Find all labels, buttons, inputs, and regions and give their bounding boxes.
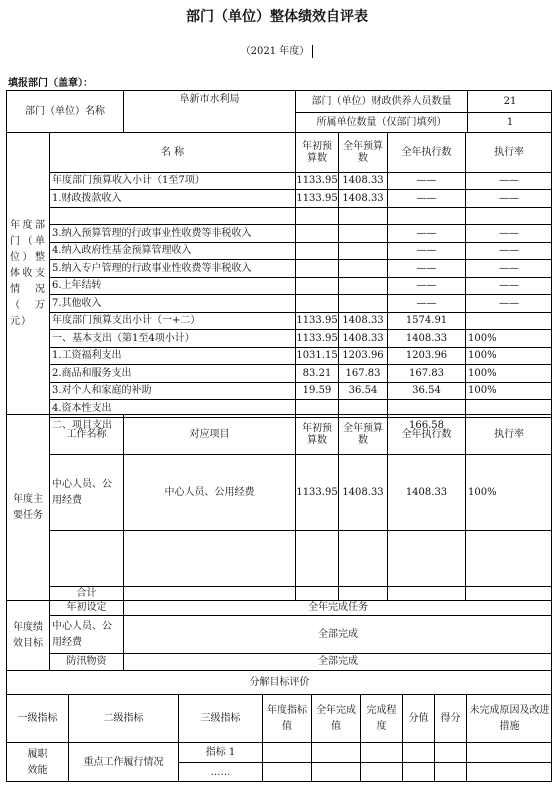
- budget-row-initial: 1133.95: [295, 329, 338, 347]
- task-blank-item: [123, 530, 295, 586]
- task-initial-cell: 1133.95: [295, 454, 338, 530]
- budget-row-initial: [295, 259, 338, 277]
- task-total-initial: [295, 586, 338, 600]
- col-full-header: 全年预算数: [338, 132, 387, 172]
- goal-row-name: 中心人员、公用经费: [49, 615, 123, 653]
- budget-row-rate: 100%: [465, 329, 552, 347]
- budget-row-initial: [295, 277, 338, 294]
- budget-row-exec: ——: [387, 224, 465, 242]
- eval-cell: [434, 742, 466, 762]
- task-total-full: [338, 586, 387, 600]
- budget-row-full: 1203.96: [338, 347, 387, 364]
- budget-row-initial: 1133.95: [295, 312, 338, 329]
- task-name-cell: 中心人员、公用经费: [49, 454, 123, 530]
- eval-cell: [402, 762, 434, 782]
- budget-row-rate: 100%: [465, 364, 552, 382]
- eval-col-score-value: 分值: [402, 694, 434, 742]
- budget-row-exec: 36.54: [387, 382, 465, 399]
- budget-row-exec: ——: [387, 189, 465, 207]
- task-col-rate: 执行率: [465, 414, 552, 454]
- budget-row-full: [338, 224, 387, 242]
- eval-cell: [311, 742, 360, 762]
- budget-row-initial: 1031.15: [295, 347, 338, 364]
- budget-row-initial: 83.21: [295, 364, 338, 382]
- goal-col-full: 全年完成任务: [123, 600, 552, 615]
- budget-row-name: 1.工资福利支出: [49, 347, 295, 364]
- budget-row-initial: 1133.95: [295, 172, 338, 189]
- dept-name-value: 阜新市水利局: [123, 90, 295, 110]
- task-col-item: 对应项目: [123, 414, 295, 454]
- budget-row-exec: 1203.96: [387, 347, 465, 364]
- budget-row-full: [338, 294, 387, 312]
- budget-row-rate: ——: [465, 172, 552, 189]
- eval-col-level1: 一级指标: [6, 694, 68, 742]
- budget-row-full: 167.83: [338, 364, 387, 382]
- budget-row-exec: ——: [387, 259, 465, 277]
- report-year-text: （2021 年度）: [240, 46, 310, 57]
- task-full-cell: 1408.33: [338, 454, 387, 530]
- budget-row-full: 1408.33: [338, 189, 387, 207]
- goal-row-value: 全部完成: [123, 653, 552, 670]
- task-blank-full: [338, 530, 387, 586]
- budget-row-initial: 19.59: [295, 382, 338, 399]
- budget-row-full: [338, 277, 387, 294]
- text-cursor: [312, 45, 313, 58]
- task-item-cell: 中心人员、公用经费: [123, 454, 295, 530]
- task-total-exec: [387, 586, 465, 600]
- budget-row-name: 二、项目支出: [49, 417, 295, 434]
- budget-row-exec: 1574.91: [387, 312, 465, 329]
- staff-count-value: 21: [467, 90, 552, 112]
- goal-row-value: 全部完成: [123, 615, 552, 653]
- budget-row-name: 4.纳入政府性基金预算管理收入: [49, 242, 295, 259]
- budget-row-name: 1.财政拨款收入: [49, 189, 295, 207]
- task-col-exec: 全年执行数: [387, 414, 465, 454]
- task-blank-rate: [465, 530, 552, 586]
- budget-row-exec: ——: [387, 172, 465, 189]
- budget-row-name: 4.资本性支出: [49, 399, 295, 417]
- eval-col-annual: 年度指标值: [262, 694, 311, 742]
- budget-row-rate: [465, 207, 552, 224]
- task-total-item: [123, 586, 295, 600]
- budget-row-name: 2.商品和服务支出: [49, 364, 295, 382]
- budget-row-full: [338, 242, 387, 259]
- budget-row-name: 3.纳入预算管理的行政事业性收费等非税收入: [49, 224, 295, 242]
- eval-header: 分解目标评价: [6, 670, 552, 694]
- col-exec-header: 全年执行数: [387, 132, 465, 172]
- budget-row-exec: ——: [387, 294, 465, 312]
- budget-row-full: 36.54: [338, 382, 387, 399]
- budget-row-full: [338, 259, 387, 277]
- eval-level3-a: 指标 1: [178, 742, 262, 762]
- dept-name-label: 部门（单位）名称: [6, 90, 123, 132]
- budget-row-name: 7.其他收入: [49, 294, 295, 312]
- eval-cell: [262, 742, 311, 762]
- dept-name-value-empty: [123, 110, 295, 132]
- task-section-label: 年度主要任务: [6, 414, 49, 600]
- task-total-label: 合计: [49, 586, 123, 600]
- eval-col-level2: 二级指标: [68, 694, 178, 742]
- task-blank-exec: [387, 530, 465, 586]
- eval-cell: [466, 762, 552, 782]
- budget-row-name: 年度部门预算收入小计（1至7项）: [49, 172, 295, 189]
- budget-row-exec: 1408.33: [387, 329, 465, 347]
- budget-row-exec: 167.83: [387, 364, 465, 382]
- eval-col-actual: 全年完成值: [311, 694, 360, 742]
- task-col-name: 工作名称: [49, 414, 123, 454]
- task-blank-initial: [295, 530, 338, 586]
- col-name-header: 名 称: [49, 132, 295, 172]
- budget-row-exec: [387, 207, 465, 224]
- budget-row-name: 3.对个人和家庭的补助: [49, 382, 295, 399]
- budget-row-name: 年度部门预算支出小计（一+二）: [49, 312, 295, 329]
- staff-count-label: 部门（单位）财政供养人员数量: [295, 90, 467, 112]
- eval-col-reason: 未完成原因及改进措施: [466, 694, 552, 742]
- goal-section-label: 年度绩效目标: [6, 600, 49, 670]
- budget-row-rate: 100%: [465, 347, 552, 364]
- budget-row-exec: ——: [387, 277, 465, 294]
- task-total-rate: [465, 586, 552, 600]
- col-initial-header: 年初预算数: [295, 132, 338, 172]
- budget-row-rate: [465, 312, 552, 329]
- col-rate-header: 执行率: [465, 132, 552, 172]
- budget-row-name: 5.纳入专户管理的行政事业性收费等非税收入: [49, 259, 295, 277]
- budget-row-rate: ——: [465, 277, 552, 294]
- filling-unit-label: 填报部门（盖章）：: [8, 78, 93, 89]
- eval-level1-value: 履职效能: [6, 742, 68, 782]
- subunit-count-label: 所属单位数量（仅部门填列）: [295, 112, 467, 132]
- task-col-initial: 年初预算数: [295, 414, 338, 454]
- eval-cell: [360, 762, 402, 782]
- budget-row-exec: ——: [387, 242, 465, 259]
- budget-row-initial: [295, 207, 338, 224]
- page-title: 部门（单位）整体绩效自评表: [186, 9, 368, 25]
- eval-level3-b: ……: [178, 762, 262, 782]
- budget-row-rate: 100%: [465, 382, 552, 399]
- budget-row-name: [49, 207, 295, 224]
- task-rate-cell: 100%: [465, 454, 552, 530]
- eval-cell: [434, 762, 466, 782]
- eval-cell: [360, 742, 402, 762]
- budget-row-rate: ——: [465, 242, 552, 259]
- eval-cell: [402, 742, 434, 762]
- goal-row-name: 防汛物资: [49, 653, 123, 670]
- budget-row-full: 1408.33: [338, 312, 387, 329]
- budget-row-initial: [295, 224, 338, 242]
- budget-row-name: 一、基本支出（第1至4项小计）: [49, 329, 295, 347]
- eval-level2-value: 重点工作履行情况: [68, 742, 178, 782]
- eval-cell: [311, 762, 360, 782]
- eval-col-level3: 三级指标: [178, 694, 262, 742]
- budget-row-rate: ——: [465, 294, 552, 312]
- eval-cell: [466, 742, 552, 762]
- report-year: [0, 42, 554, 58]
- budget-row-rate: ——: [465, 189, 552, 207]
- budget-row-full: [338, 207, 387, 224]
- budget-row-exec: 166.58: [387, 417, 465, 434]
- budget-row-rate: ——: [465, 224, 552, 242]
- budget-section-label: 年度部门（单位）整体收支情况（万元）: [6, 132, 49, 414]
- task-exec-cell: 1408.33: [387, 454, 465, 530]
- task-col-full: 全年预算数: [338, 414, 387, 454]
- eval-col-degree: 完成程度: [360, 694, 402, 742]
- budget-row-initial: [295, 294, 338, 312]
- subunit-count-value: 1: [467, 112, 552, 132]
- budget-row-full: 1408.33: [338, 172, 387, 189]
- task-blank-name: [49, 530, 123, 586]
- budget-row-name: 6.上年结转: [49, 277, 295, 294]
- eval-cell: [262, 762, 311, 782]
- budget-row-rate: ——: [465, 259, 552, 277]
- eval-col-score: 得分: [434, 694, 466, 742]
- goal-col-initial: 年初设定: [49, 600, 123, 615]
- budget-row-full: 1408.33: [338, 329, 387, 347]
- budget-row-initial: 1133.95: [295, 189, 338, 207]
- budget-row-initial: [295, 242, 338, 259]
